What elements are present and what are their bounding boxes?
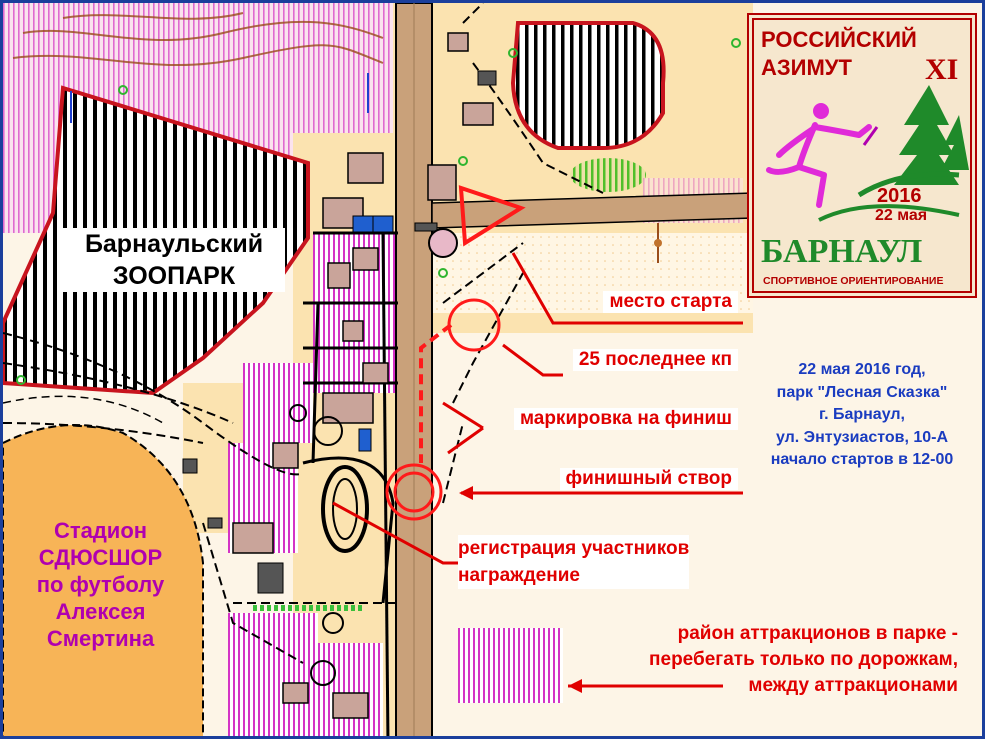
event-street: ул. Энтузиастов, 10-А (775, 428, 949, 446)
event-date: 22 мая 2016 год, (798, 361, 926, 378)
callout-registration (458, 535, 689, 589)
stadium-line: СДЮСШОР (38, 545, 163, 570)
logo-year: 2016 (877, 185, 922, 207)
event-info (751, 359, 973, 472)
logo-city: БАРНАУЛ (761, 233, 923, 270)
callout-attractions-line: между аттракционами (748, 675, 958, 696)
logo-date: 22 мая (875, 207, 928, 224)
stadium-line: Алексея (55, 599, 146, 624)
logo-subtitle: СПОРТИВНОЕ ОРИЕНТИРОВАНИЕ (763, 275, 944, 287)
logo-title-line1: РОССИЙСКИЙ (761, 27, 917, 52)
logo-title-line2: АЗИМУТ (761, 55, 852, 80)
logo-edition: XI (925, 53, 959, 86)
runner-icon (759, 75, 969, 225)
event-start-time: начало стартов в 12-00 (770, 451, 954, 468)
callout-finish-gate: финишный створ (560, 468, 738, 490)
event-city: г. Барнаул, (819, 406, 905, 423)
stadium-label (13, 517, 188, 652)
event-logo (747, 13, 977, 298)
callout-attractions-line: район аттракционов в парке - (677, 623, 958, 644)
callout-awards-line: награждение (458, 565, 580, 586)
callout-finish-marking: маркировка на финиш (514, 408, 738, 430)
callout-registration-line: регистрация участников (458, 538, 690, 559)
stadium-line: Смертина (46, 626, 155, 651)
zoo-label-line1: Барнаульский (84, 230, 264, 258)
stadium-line: Стадион (53, 518, 148, 543)
zoo-label (63, 228, 285, 292)
zoo-label-line2: ЗООПАРК (112, 262, 236, 290)
callout-start: место старта (603, 291, 738, 313)
event-park: парк "Лесная Сказка" (776, 383, 948, 401)
callout-attractions-line: перебегать только по дорожкам, (649, 649, 958, 670)
stadium-line: по футболу (36, 572, 165, 597)
callout-last-control: 25 последнее кп (573, 349, 738, 371)
callout-attractions (643, 621, 964, 699)
